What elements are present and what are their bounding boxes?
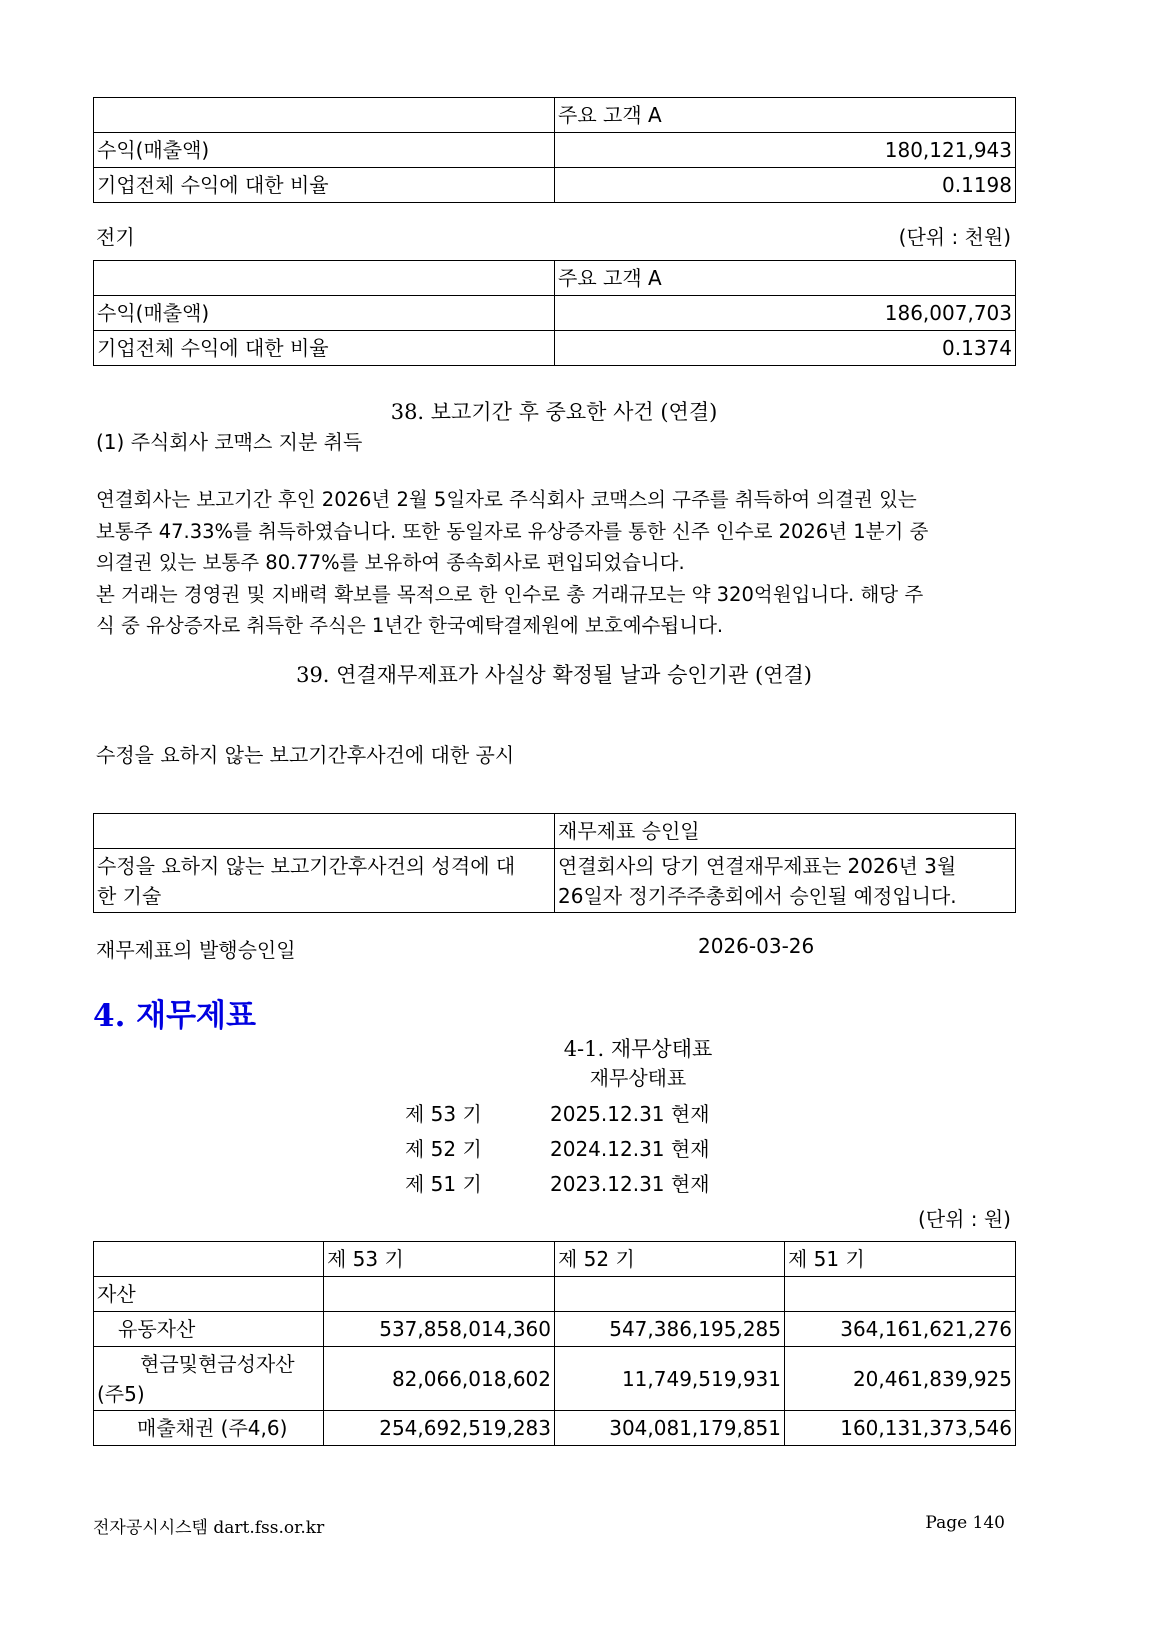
statement-title: 재무상태표 bbox=[589, 1066, 687, 1090]
row-value: 254,692,519,283 bbox=[324, 1411, 555, 1446]
row-value: 364,161,621,276 bbox=[785, 1312, 1016, 1347]
header-empty-cell bbox=[94, 1242, 324, 1277]
section-39-title: 39. 연결재무제표가 사실상 확정될 날과 승인기관 (연결) bbox=[296, 663, 812, 687]
body-line: 의결권 있는 보통주 80.77%를 보유하여 종속회사로 편입되었습니다. bbox=[96, 551, 685, 574]
prior-period-label: 전기 bbox=[96, 225, 135, 249]
period-term: 제 52 기 bbox=[405, 1137, 482, 1161]
row-value: 82,066,018,602 bbox=[324, 1347, 555, 1411]
row-value: 537,858,014,360 bbox=[324, 1312, 555, 1347]
row-value: 11,749,519,931 bbox=[555, 1347, 785, 1411]
section-38-body bbox=[96, 484, 928, 642]
row-label-ratio: 기업전체 수익에 대한 비율 bbox=[94, 168, 555, 203]
section-4-1-heading: 4-1. 재무상태표 bbox=[563, 1037, 713, 1061]
row-value: 160,131,373,546 bbox=[785, 1411, 1016, 1446]
header-approval-date: 재무제표 승인일 bbox=[555, 814, 1016, 849]
row-label-assets: 자산 bbox=[94, 1277, 324, 1312]
unit-label-won: (단위 : 원) bbox=[917, 1207, 1011, 1231]
body-line: 식 중 유상증자로 취득한 주식은 1년간 한국예탁결제원에 보호예수됩니다. bbox=[96, 614, 724, 637]
row-label-nature bbox=[94, 849, 555, 913]
customer-revenue-table-current bbox=[93, 97, 1016, 203]
approval-table bbox=[93, 813, 1016, 913]
section-4-heading: 4. 재무제표 bbox=[93, 998, 256, 1034]
customer-revenue-table-prior bbox=[93, 260, 1016, 366]
body-line: 보통주 47.33%를 취득하였습니다. 또한 동일자로 유상증자를 통한 신주 인수로 2026년 1분기 중 bbox=[96, 519, 929, 543]
body-line: 연결회사는 보고기간 후인 2026년 2월 5일자로 주식회사 코맥스의 구주를 취득하여 의결권 있는 bbox=[96, 488, 917, 511]
row-label-line: 한 기술 bbox=[97, 883, 162, 908]
column-header: 제 52 기 bbox=[555, 1242, 785, 1277]
period-date: 2024.12.31 현재 bbox=[550, 1137, 710, 1161]
row-value-revenue: 180,121,943 bbox=[555, 133, 1016, 168]
issue-approval-date: 2026-03-26 bbox=[698, 934, 815, 958]
row-value-ratio: 0.1198 bbox=[555, 168, 1016, 203]
period-term: 제 51 기 bbox=[405, 1172, 482, 1196]
row-value-ratio: 0.1374 bbox=[555, 331, 1016, 366]
row-label-revenue: 수익(매출액) bbox=[94, 296, 555, 331]
section-39-note: 수정을 요하지 않는 보고기간후사건에 대한 공시 bbox=[96, 743, 515, 767]
header-customer-a: 주요 고객 A bbox=[555, 261, 1016, 296]
period-date: 2025.12.31 현재 bbox=[550, 1102, 710, 1126]
row-value bbox=[324, 1277, 555, 1312]
row-value: 20,461,839,925 bbox=[785, 1347, 1016, 1411]
column-header: 제 53 기 bbox=[324, 1242, 555, 1277]
period-date: 2023.12.31 현재 bbox=[550, 1172, 710, 1196]
issue-approval-label: 재무제표의 발행승인일 bbox=[96, 938, 296, 962]
row-label-current-assets: 유동자산 bbox=[94, 1312, 324, 1347]
period-term: 제 53 기 bbox=[405, 1102, 482, 1126]
header-empty-cell bbox=[94, 98, 555, 133]
row-value: 547,386,195,285 bbox=[555, 1312, 785, 1347]
unit-label-thousand: (단위 : 천원) bbox=[898, 225, 1011, 249]
row-value: 304,081,179,851 bbox=[555, 1411, 785, 1446]
row-value-revenue: 186,007,703 bbox=[555, 296, 1016, 331]
row-label-line: 현금및현금성자산 bbox=[140, 1351, 295, 1376]
row-label-receivables: 매출채권 (주4,6) bbox=[94, 1411, 324, 1446]
row-value bbox=[555, 1277, 785, 1312]
section-38-subtitle: (1) 주식회사 코맥스 지분 취득 bbox=[96, 430, 363, 454]
column-header: 제 51 기 bbox=[785, 1242, 1016, 1277]
row-value-nature bbox=[555, 849, 1016, 913]
body-line: 본 거래는 경영권 및 지배력 확보를 목적으로 한 인수로 총 거래규모는 약 320억원입니다. 해당 주 bbox=[96, 582, 924, 606]
header-empty-cell bbox=[94, 261, 555, 296]
footer-site: 전자공시시스템 dart.fss.or.kr bbox=[93, 1518, 325, 1538]
row-label-line: 수정을 요하지 않는 보고기간후사건의 성격에 대 bbox=[97, 853, 516, 878]
header-empty-cell bbox=[94, 814, 555, 849]
row-value bbox=[785, 1277, 1016, 1312]
header-customer-a: 주요 고객 A bbox=[555, 98, 1016, 133]
row-value-line: 연결회사의 당기 연결재무제표는 2026년 3월 bbox=[558, 853, 957, 878]
row-label-cash bbox=[94, 1347, 324, 1411]
row-label-line: (주5) bbox=[97, 1381, 145, 1406]
footer-page-number: Page 140 bbox=[925, 1513, 1005, 1533]
row-label-revenue: 수익(매출액) bbox=[94, 133, 555, 168]
row-value-line: 26일자 정기주주총회에서 승인될 예정입니다. bbox=[558, 883, 957, 908]
section-38-title: 38. 보고기간 후 중요한 사건 (연결) bbox=[390, 400, 718, 424]
balance-sheet-table bbox=[93, 1241, 1016, 1446]
row-label-ratio: 기업전체 수익에 대한 비율 bbox=[94, 331, 555, 366]
